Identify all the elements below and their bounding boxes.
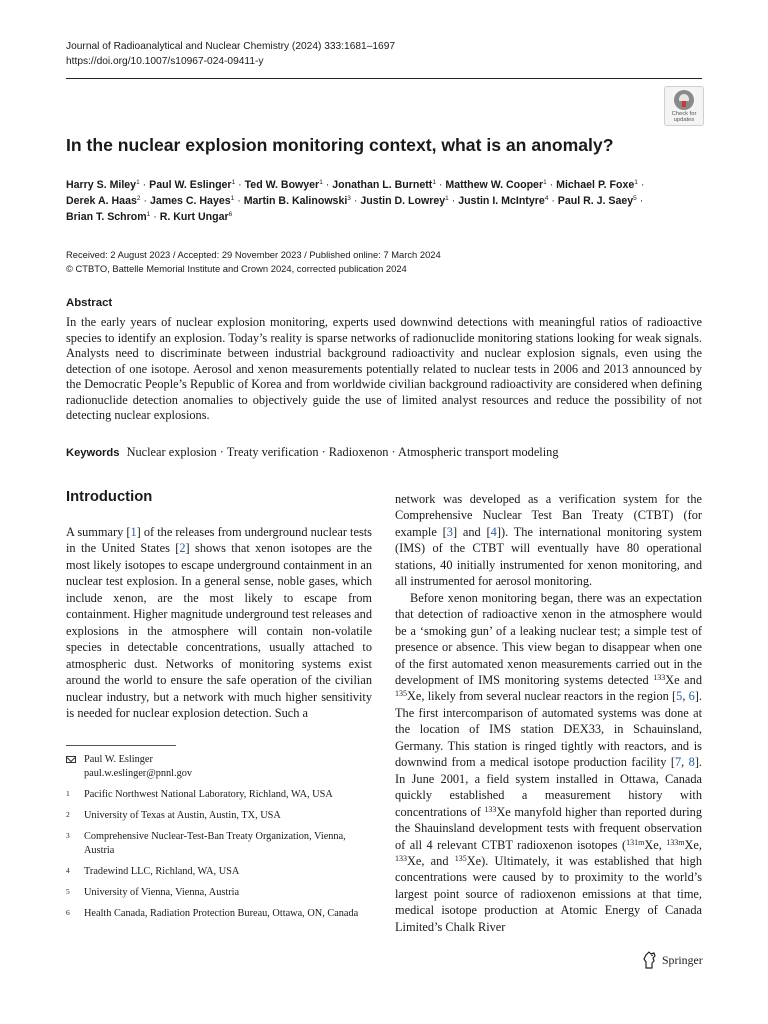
author-name[interactable]: Derek A. Haas$^2$: [66, 195, 141, 207]
author-separator: ·: [549, 179, 554, 191]
affiliation-item: [66, 830, 372, 858]
author-separator: ·: [639, 195, 644, 207]
author-separator: ·: [353, 195, 358, 207]
author-separator: ·: [237, 195, 241, 207]
keywords: [66, 444, 702, 461]
author-name[interactable]: Paul R. J. Saey$^5$: [557, 195, 637, 207]
author-name[interactable]: James C. Hayes$^1$: [149, 195, 235, 207]
left-column: [66, 524, 372, 721]
journal-header: [66, 39, 395, 69]
affiliation-number: 2: [66, 810, 70, 819]
mail-icon: [66, 756, 76, 763]
author-name[interactable]: Justin I. McIntyre$^4$: [458, 195, 549, 207]
affiliation-number: 5: [66, 887, 70, 896]
author-separator: ·: [238, 179, 242, 191]
affiliation-text: University of Texas at Austin, Austin, TX, USA: [84, 810, 281, 821]
citation-link[interactable]: 7: [674, 755, 682, 770]
author-affiliation-number: 4: [544, 195, 549, 202]
author-list: [66, 177, 706, 225]
journal-citation: Journal of Radioanalytical and Nuclear Chemistry (2024) 333:1681–1697: [66, 41, 396, 52]
author-affiliation-number: 1: [432, 179, 436, 186]
author-name[interactable]: Harry S. Miley$^1$: [66, 179, 140, 191]
affiliation-number: 4: [66, 866, 70, 875]
abstract-heading: Abstract: [66, 297, 113, 309]
affiliation-item: [66, 865, 372, 879]
author-separator: ·: [451, 195, 456, 207]
author-name[interactable]: R. Kurt Ungar$^6$: [159, 211, 233, 223]
check-for-updates-badge[interactable]: [664, 86, 704, 126]
affiliation-number: 6: [66, 908, 70, 917]
corresponding-author-name: Paul W. Eslinger: [84, 754, 153, 765]
affiliation-item: [66, 907, 372, 921]
keywords-list: Nuclear explosion · Treaty verification · Radioxenon · Atmospheric transport modeling: [126, 445, 559, 459]
author-separator: ·: [640, 179, 645, 191]
paper-title: In the nuclear explosion monitoring context, what is an anomaly?: [66, 135, 614, 155]
author-name[interactable]: Paul W. Eslinger$^1$: [149, 179, 236, 191]
author-affiliation-number: 5: [633, 195, 637, 202]
springer-horse-icon: [642, 951, 658, 969]
publication-dates: Received: 2 August 2023 / Accepted: 29 November 2023 / Published online: 7 March 2024: [66, 249, 441, 260]
header-rule: [66, 78, 702, 79]
author-affiliation-number: 2: [136, 195, 141, 202]
author-name[interactable]: Justin D. Lowrey$^1$: [360, 195, 449, 207]
author-name[interactable]: Jonathan L. Burnett$^1$: [332, 179, 436, 191]
author-affiliation-number: 1: [231, 179, 236, 186]
introduction-heading: Introduction: [66, 489, 153, 505]
corresponding-author-email[interactable]: paul.w.eslinger@pnnl.gov: [84, 768, 193, 779]
author-separator: ·: [551, 195, 555, 207]
corresponding-author: [66, 753, 372, 781]
doi-link[interactable]: https://doi.org/10.1007/s10967-024-09411-y: [66, 56, 264, 67]
author-separator: ·: [153, 211, 157, 223]
affiliation-list: [66, 788, 372, 921]
affiliation-text: Tradewind LLC, Richland, WA, USA: [84, 866, 240, 877]
author-affiliation-number: 6: [228, 211, 233, 218]
abstract-text: In the early years of nuclear explosion monitoring, experts used downwind detections with meaningful ratios of radioactive species to identify an explosion. Today’s reality is sparse networks of radionuclide monitoring stations looking for weak signals. Analysts need to discriminate between industrial background radioactivity and nuclear explosion signals, even using the detection of one isotope. Aerosol and xenon measurements potentially related to nuclear tests in 2006 and 2013 announced by the Democratic People’s Republic of Korea and from worldwide civilian background radioactivity are considered when defining radionuclide detection anomalies to objectively guide the use of limited analyst resources and reduce the possibility of not detecting nuclear explosions.: [66, 315, 702, 422]
author-affiliation-number: 1: [136, 179, 140, 186]
author-affiliation-number: 1: [543, 179, 547, 186]
footnotes: [66, 753, 372, 928]
author-affiliation-number: 1: [634, 179, 638, 186]
author-name[interactable]: Michael P. Foxe$^1$: [556, 179, 638, 191]
author-separator: ·: [143, 195, 147, 207]
publication-info: [66, 248, 441, 276]
citation-link[interactable]: 8: [688, 755, 695, 770]
author-name[interactable]: Ted W. Bowyer$^1$: [244, 179, 323, 191]
author-name[interactable]: Martin B. Kalinowski$^3$: [243, 195, 351, 207]
author-separator: ·: [325, 179, 330, 191]
author-affiliation-number: 3: [347, 195, 351, 202]
affiliation-item: [66, 886, 372, 900]
springer-logo: [642, 951, 703, 969]
keywords-label: Keywords: [66, 447, 120, 459]
author-separator: ·: [142, 179, 147, 191]
author-affiliation-number: 1: [445, 195, 449, 202]
citation-link[interactable]: 5: [676, 689, 683, 704]
author-affiliation-number: 1: [319, 179, 323, 186]
footnote-rule: [66, 745, 176, 746]
affiliation-text: Health Canada, Radiation Protection Bureau, Ottawa, ON, Canada: [84, 908, 359, 919]
copyright-line: © CTBTO, Battelle Memorial Institute and Crown 2024, corrected publication 2024: [66, 263, 407, 274]
affiliation-text: Pacific Northwest National Laboratory, Richland, WA, USA: [84, 789, 333, 800]
affiliation-text: Comprehensive Nuclear-Test-Ban Treaty Organization, Vienna, Austria: [84, 831, 346, 856]
crossmark-icon: [674, 90, 694, 110]
citation-link[interactable]: 2: [179, 541, 186, 556]
author-affiliation-number: 1: [230, 195, 235, 202]
right-column: [395, 491, 702, 935]
intro-paragraph-3: Before xenon monitoring began, there was an expectation that detection of radioactive xenon in the atmosphere would be a ‘smoking gun’ of a leaking nuclear test; a simple test of presence or absence. This view began to disappear when one of the first automated xenon measurements carried out in the development of IMS monitoring systems detected $^{133}$Xe and $^{135}$Xe, likely from several nuclear reactors in the region [5, 6]. The first intercomparison of automated systems was done at the location of IMS station DEX33, in Schauinsland, Germany. This station is ringed tightly with reactors, and is downwind from a medical isotope production facility [7, 8]. In June 2001, a field system installed in Ottawa, Canada quickly established a measurement history with concentrations of $^{133}$Xe manyfold higher than reported during the Shauinsland development tests with frequent observation of all 4 relevant CTBT radioxenon isotopes ($^{131m}$Xe, $^{133m}$Xe, $^{133}$Xe, and $^{135}$Xe). Ultimately, it was established that high concentrations were caused by to proximity to the world’s largest point source of radioxenon emissions at that time, medical isotope production at Atomic Energy of Canada Limited’s Chalk River: [395, 590, 703, 934]
affiliation-number: 1: [66, 789, 70, 798]
intro-paragraph-1: A summary [1] of the releases from underground nuclear tests in the United States [2] shows that xenon isotopes are the most likely isotopes to escape underground containment in an nuclear test explosion. In a general sense, noble gases, which include xenon, are the most likely to escape from containment. Higher magnitude underground test releases and explosions in the atmosphere will contain non-volatile species in detectable concentrations, usually attached to atmospheric dust. Networks of monitoring systems exist around the world to ensure the safe operation of the civilian nuclear industry, but a network with much higher sensitivity is needed for nuclear explosion detection. Such a: [66, 525, 373, 720]
author-name[interactable]: Brian T. Schrom$^1$: [66, 211, 151, 223]
intro-paragraph-2: network was developed as a verification system for the Comprehensive Nuclear Test Ban Treaty (CTBT) (for example [3] and [4]). The international monitoring system (IMS) of the CTBT will eventually have 80 operational stations, 40 initially instrumented for xenon monitoring, and all instrumented for aerosol monitoring.: [395, 492, 703, 589]
affiliation-number: 3: [66, 831, 70, 840]
author-name[interactable]: Matthew W. Cooper$^1$: [445, 179, 547, 191]
publisher-name: Springer: [662, 952, 703, 967]
author-separator: ·: [438, 179, 443, 191]
affiliation-item: [66, 788, 372, 802]
crossmark-label: Check for updates: [671, 111, 697, 123]
citation-link[interactable]: 3: [446, 524, 453, 539]
affiliation-item: [66, 809, 372, 823]
citation-link[interactable]: 4: [490, 524, 497, 539]
citation-link[interactable]: 1: [130, 525, 137, 539]
affiliation-text: University of Vienna, Vienna, Austria: [84, 887, 240, 898]
citation-link[interactable]: 6: [688, 689, 695, 704]
author-affiliation-number: 1: [146, 211, 151, 218]
